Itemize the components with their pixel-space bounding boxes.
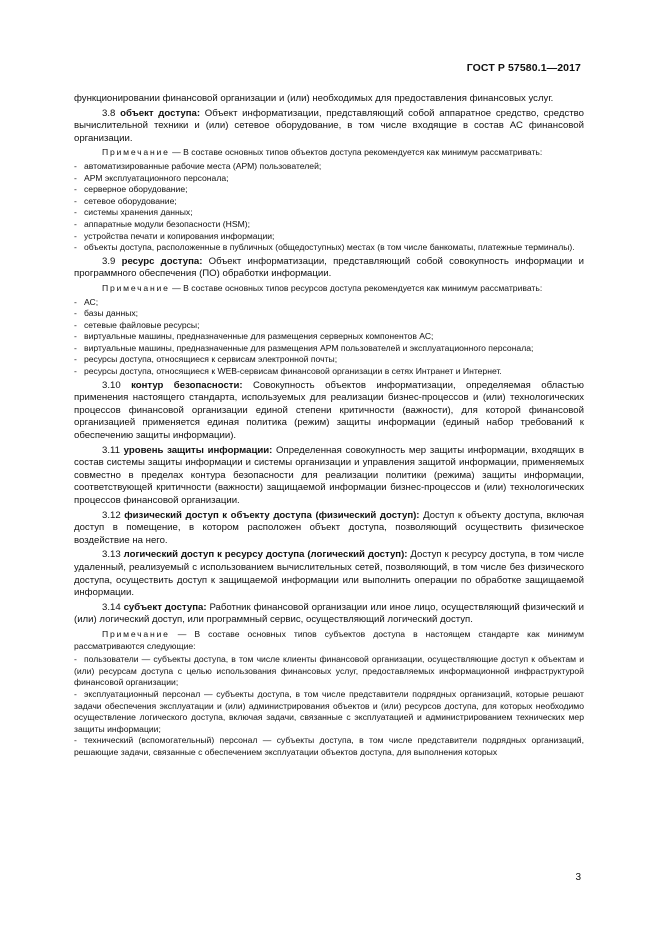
document-body xyxy=(74,93,584,760)
list-item: - системы хранения данных; xyxy=(74,207,193,218)
document-id: ГОСТ Р 57580.1—2017 xyxy=(466,62,581,74)
note-3-14: Примечание — В составе основных типов субъектов доступа в настоящем стандарте как минимум рассматриваются следующие: xyxy=(74,628,584,651)
section-3-14: 3.14 субъект доступа: Работник финансовой организации или иное лицо, осуществляющий физический и (или) логический доступ, или программный сервис, осуществляющий логический доступ. xyxy=(74,601,584,626)
list-item: - сетевое оборудование; xyxy=(74,195,177,206)
list-3-9 xyxy=(74,297,584,378)
list-item: - аппаратные модули безопасности (HSM); xyxy=(74,218,251,229)
term: контур безопасности: xyxy=(131,379,243,391)
list-3-14 xyxy=(74,654,584,758)
list-item: - виртуальные машины, предназначенные для размещения серверных компонентов АС; xyxy=(74,331,434,342)
list-item: - сетевые файловые ресурсы; xyxy=(74,319,200,330)
list-item: - эксплуатационный персонал — субъекты доступа, в том числе представители подрядных организаций, которые решают задачи обеспечения эксплуатации и (или) администрирования объектов и (или) ресурсов доступа, для которых необходимо осуществление логического доступа, включая задачи, связанные с эксплуатацией и администрированием технических мер защиты информации; xyxy=(74,688,584,734)
list-item: - АС; xyxy=(74,296,99,307)
list-item: - базы данных; xyxy=(74,308,139,319)
section-3-10: 3.10 контур безопасности: Совокупность объектов информатизации, определяемая областью применения настоящего стандарта, используемых для реализации бизнес-процессов и (или) технологических процессов финансовой организации единой степени критичности (важности), для которой финансовой организацией применяется единая политика (режим) защиты информации (единый набор требований к обеспечению защиты информации). xyxy=(74,379,584,442)
list-item: - серверное оборудование; xyxy=(74,184,188,195)
list-item: - виртуальные машины, предназначенные для размещения АРМ пользователей и эксплуатационного персонала; xyxy=(74,342,534,353)
list-item: - АРМ эксплуатационного персонала; xyxy=(74,172,229,183)
continuation-text: функционировании финансовой организации и (или) необходимых для предоставления финансовых услуг. xyxy=(74,93,554,104)
section-3-12: 3.12 физический доступ к объекту доступа (физический доступ): Доступ к объекту доступа, включая доступ в помещение, в котором расположен объект доступа, позволяющий осуществить физическое воздействие на него. xyxy=(74,509,584,546)
section-3-9: 3.9 ресурс доступа: Объект информатизации, представляющий собой совокупность информации и программного обеспечения (ПО) обработки информации. xyxy=(74,255,585,280)
list-item: - пользователи — субъекты доступа, в том числе клиенты финансовой организации, осуществляющие доступ к объектам и (или) ресурсам доступа с целью использования финансовых услуг, предоставляемых информационной инфраструктурой финансовой организации; xyxy=(74,654,584,688)
list-3-8 xyxy=(74,161,584,254)
page-number: 3 xyxy=(575,872,581,883)
note-3-9: Примечание — В составе основных типов ресурсов доступа рекомендуется как минимум рассматривать: xyxy=(102,282,543,293)
term: физический доступ к объекту доступа (физический доступ): xyxy=(124,509,420,521)
list-item: - объекты доступа, расположенные в публичных (общедоступных) местах (в том числе банкоматы, платежные терминалы). xyxy=(74,242,575,253)
section-3-11: 3.11 уровень защиты информации: Определенная совокупность мер защиты информации, входящих в состав системы защиты информации и системы организации и управления защитой информации, применяемых совместно в пределах контура безопасности для реализации политики (режима) защиты информации, соответствующей критичности (важности) защищаемой информации бизнес-процессов и (или) технологических процессов финансовой организации. xyxy=(74,444,585,506)
term: субъект доступа: xyxy=(123,601,207,613)
list-item: - ресурсы доступа, относящиеся к WEB-сервисам финансовой организации в сетях Интранет и Интернет. xyxy=(74,366,502,377)
list-item: - автоматизированные рабочие места (АРМ) пользователей; xyxy=(74,160,322,171)
term: логический доступ к ресурсу доступа (логический доступ): xyxy=(123,549,408,561)
section-3-8: 3.8 объект доступа: Объект информатизации, представляющий собой аппаратное средство, средство вычислительной техники и (или) сетевое оборудование, в том числе входящие в состав АС финансовой организации. xyxy=(74,107,584,144)
list-item: - ресурсы доступа, относящиеся к сервисам электронной почты; xyxy=(74,354,338,365)
list-item: - устройства печати и копирования информации; xyxy=(74,230,275,241)
list-item: - технический (вспомогательный) персонал — субъекты доступа, в том числе представители подрядных организаций, решающие задачи, связанные с обеспечением эксплуатации объектов доступа, для выполнения которых xyxy=(74,735,584,757)
term: объект доступа: xyxy=(120,107,201,119)
term: уровень защиты информации: xyxy=(123,444,273,456)
section-3-13: 3.13 логический доступ к ресурсу доступа (логический доступ): Доступ к ресурсу доступа, в том числе удаленный, реализуемый с использованием вычислительных сетей, позволяющий, в том числе без физического доступа, осуществить доступ к защищаемой информации или выполнить операции по обработке защищаемой информации. xyxy=(74,549,584,599)
term: ресурс доступа: xyxy=(121,255,203,267)
note-3-8: Примечание — В составе основных типов объектов доступа рекомендуется как минимум рассматривать: xyxy=(102,147,543,158)
